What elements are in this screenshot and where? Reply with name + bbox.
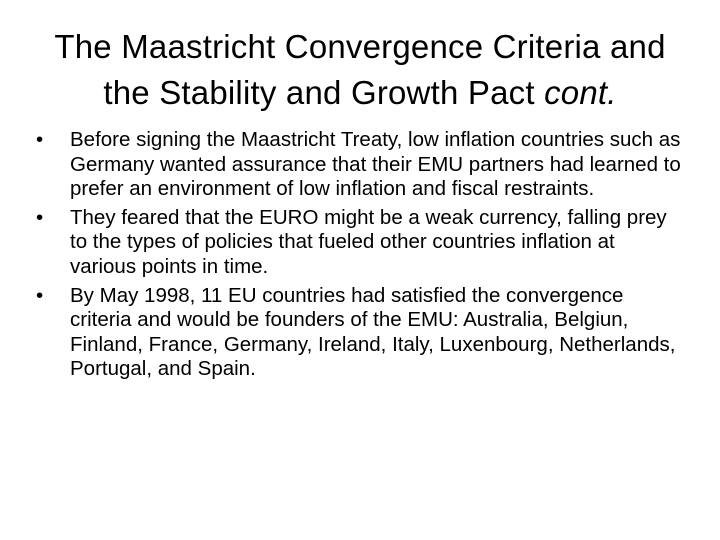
bullet-text: By May 1998, 11 EU countries had satisfied the convergence criteria and would be founders of the EMU: Australia, Belgiun, Finland, France, Germany, Ireland, Italy, Luxenbourg, Netherlands, Portugal, and Spain. <box>70 283 676 381</box>
bullet-text: Before signing the Maastricht Treaty, low inflation countries such as Germany wanted assurance that their EMU partners had learned to prefer an environment of low inflation and fiscal restraints. <box>70 128 681 201</box>
bullet-dot-icon: • <box>36 205 44 229</box>
bullet-item <box>36 206 686 280</box>
slide-title-suffix: cont. <box>544 74 617 111</box>
bullet-item <box>36 284 686 382</box>
bullet-item <box>36 128 686 202</box>
bullet-list <box>36 128 686 386</box>
bullet-dot-icon: • <box>36 283 44 307</box>
bullet-dot-icon: • <box>36 128 44 151</box>
slide-title <box>30 24 690 116</box>
slide-title-text: The Maastricht Convergence Criteria and the Stability and Growth Pact <box>54 28 666 111</box>
bullet-text: They feared that the EURO might be a weak currency, falling prey to the types of policies that fueled other countries inflation at various points in time. <box>70 205 667 278</box>
